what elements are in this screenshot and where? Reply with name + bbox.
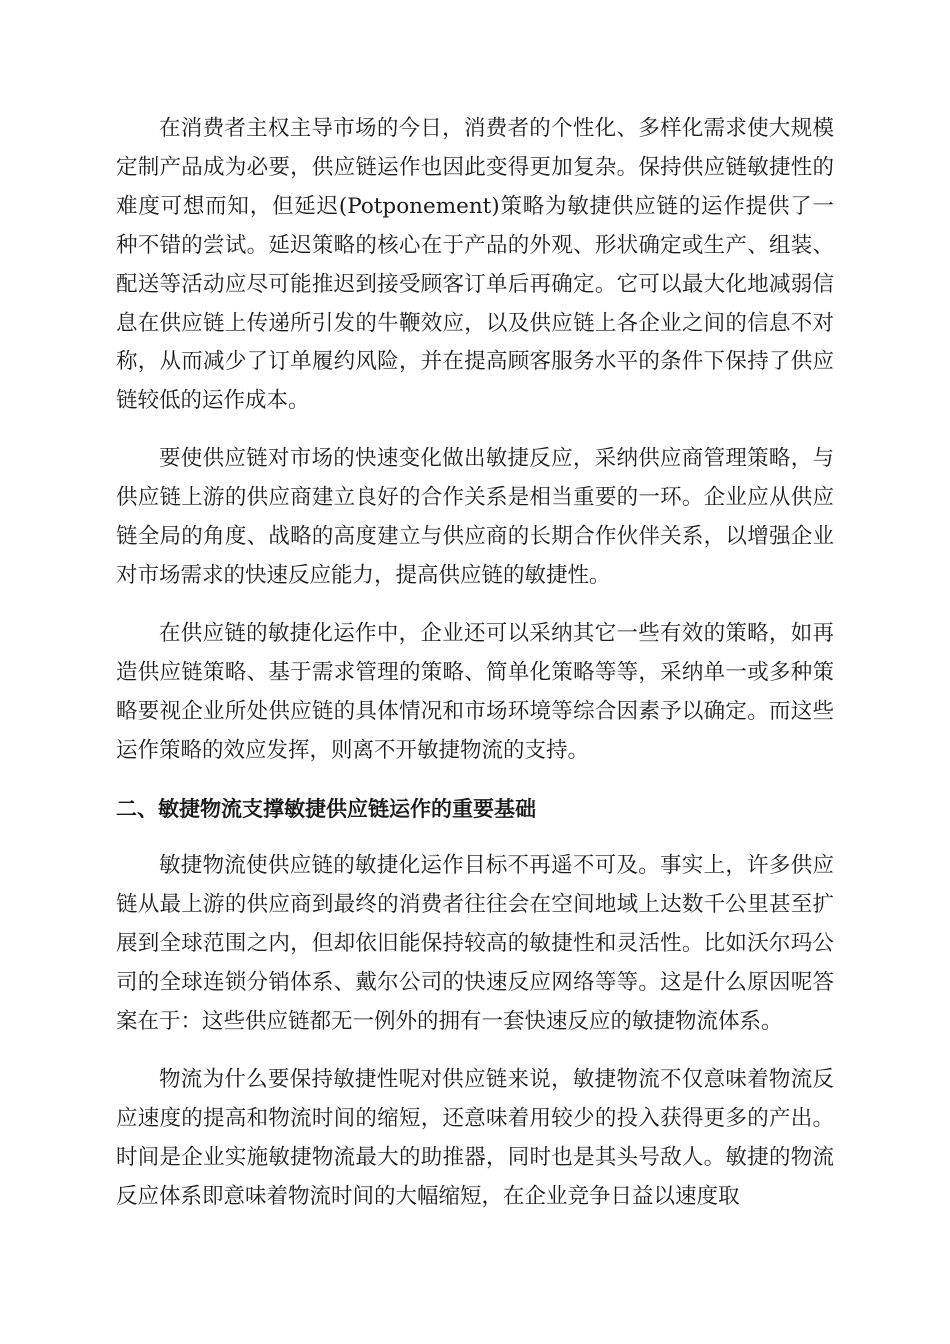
document-page bbox=[116, 110, 834, 1236]
paragraph-supplier-management: 要使供应链对市场的快速变化做出敏捷反应，采纳供应商管理策略，与供应链上游的供应商建立良好的合作关系是相当重要的一环。企业应从供应链全局的角度、战略的高度建立与供应商的长期合作伙伴关系，以增强企业对市场需求的快速反应能力，提高供应链的敏捷性。 bbox=[116, 446, 834, 588]
paragraph-why-agile-logistics: 物流为什么要保持敏捷性呢对供应链来说，敏捷物流不仅意味着物流反应速度的提高和物流时间的缩短，还意味着用较少的投入获得更多的产出。时间是企业实施敏捷物流最大的助推器，同时也是其头号敌人。敏捷的物流反应体系即意味着物流时间的大幅缩短，在企业竞争日益以速度取 bbox=[116, 1066, 834, 1209]
paragraph-agile-logistics-basis: 敏捷物流使供应链的敏捷化运作目标不再遥不可及。事实上，许多供应链从最上游的供应商到最终的消费者往往会在空间地域上达数千公里甚至扩展到全球范围之内，但却依旧能保持较高的敏捷性和灵活性。比如沃尔玛公司的全球连锁分销体系、戴尔公司的快速反应网络等等。这是什么原因呢答案在于：这些供应链都无一例外的拥有一套快速反应的敏捷物流体系。 bbox=[116, 853, 834, 1035]
paragraph-postponement-strategy: 在消费者主权主导市场的今日，消费者的个性化、多样化需求使大规模定制产品成为必要，供应链运作也因此变得更加复杂。保持供应链敏捷性的难度可想而知，但延迟(Potponement)策略为敏捷供应链的运作提供了一种不错的尝试。延迟策略的核心在于产品的外观、形状确定或生产、组装、配送等活动应尽可能推迟到接受顾客订单后再确定。它可以最大化地减弱信息在供应链上传递所引发的牛鞭效应，以及供应链上各企业之间的信息不对称，从而减少了订单履约风险，并在提高顾客服务水平的条件下保持了供应链较低的运作成本。 bbox=[116, 116, 834, 414]
section-heading: 二、敏捷物流支撑敏捷供应链运作的重要基础 bbox=[116, 796, 536, 821]
paragraph-other-strategies: 在供应链的敏捷化运作中，企业还可以采纳其它一些有效的策略，如再造供应链策略、基于需求管理的策略、简单化策略等等，采纳单一或多种策略要视企业所处供应链的具体情况和市场环境等综合因素予以确定。而这些运作策略的效应发挥，则离不开敏捷物流的支持。 bbox=[116, 620, 834, 763]
